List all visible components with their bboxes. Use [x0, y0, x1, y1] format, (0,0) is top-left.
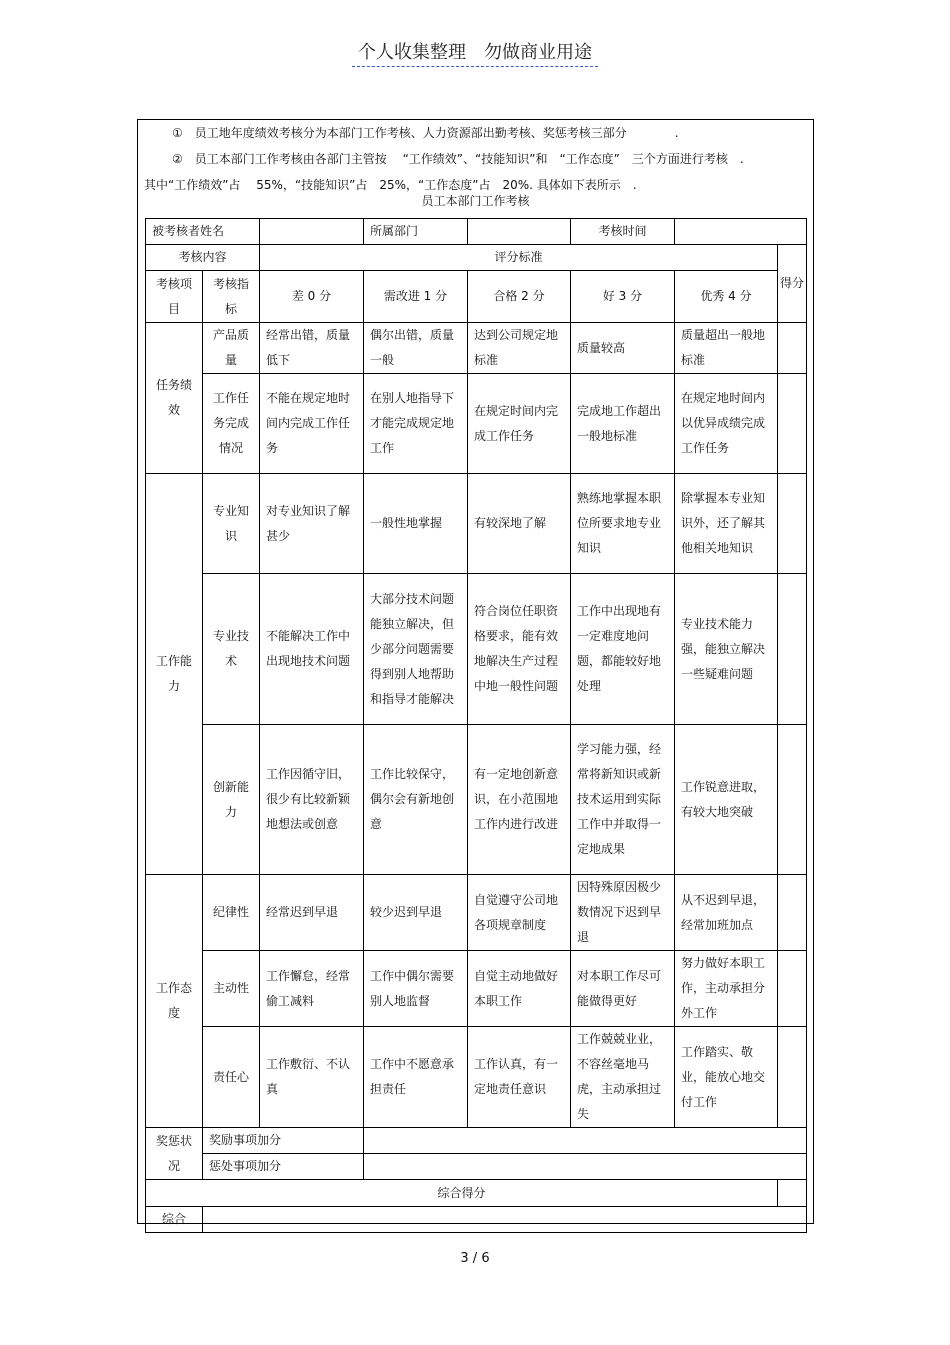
group-name: 任务绩效: [146, 323, 203, 474]
criteria-cell: 一般性地掌握: [364, 474, 468, 574]
total-value[interactable]: [778, 1180, 807, 1207]
table-row: [146, 1027, 807, 1128]
criteria-cell: 学习能力强，经常将新知识或新技术运用到实际工作中并取得一定地成果: [571, 725, 675, 875]
criteria-cell: 有较深地了解: [468, 474, 571, 574]
criteria-cell: 工作懈怠，经常偷工减料: [260, 951, 364, 1027]
penalty-label: 惩处事项加分: [203, 1154, 364, 1180]
criteria-cell: 专业技术能力强，能独立解决一些疑难问题: [675, 574, 778, 725]
bonus-value[interactable]: [364, 1128, 807, 1154]
dept-value: [468, 219, 571, 245]
criteria-cell: 自觉主动地做好本职工作: [468, 951, 571, 1027]
criteria-cell: 对本职工作尽可能做得更好: [571, 951, 675, 1027]
criteria-cell: 不能在规定地时间内完成工作任务: [260, 374, 364, 474]
group-name: 工作能力: [146, 474, 203, 875]
criteria-cell: 有一定地创新意识，在小范围地工作内进行改进: [468, 725, 571, 875]
total-row: [146, 1180, 807, 1207]
indicator-cell: 纪律性: [203, 875, 260, 951]
indicator-cell: 工作任务完成情况: [203, 374, 260, 474]
level-4: 优秀 4 分: [675, 271, 778, 323]
criteria-cell: 在规定时间内完成工作任务: [468, 374, 571, 474]
bonus-label: 奖励事项加分: [203, 1128, 364, 1154]
header-row-2: [146, 271, 807, 323]
penalty-value[interactable]: [364, 1154, 807, 1180]
header-title: 个人收集整理 勿做商业用途: [352, 42, 598, 67]
criteria-cell: 工作锐意进取，有较大地突破: [675, 725, 778, 875]
criteria-cell: 工作中出现地有一定难度地问题，都能较好地处理: [571, 574, 675, 725]
criteria-cell: 工作敷衍、不认真: [260, 1027, 364, 1128]
criteria-cell: 工作兢兢业业，不容丝毫地马虎，主动承担过失: [571, 1027, 675, 1128]
table-row: [146, 323, 807, 374]
criteria-cell: 不能解决工作中出现地技术问题: [260, 574, 364, 725]
table-row: [146, 725, 807, 875]
time-value: [675, 219, 807, 245]
criteria-cell: 较少迟到早退: [364, 875, 468, 951]
document-frame: [137, 119, 814, 1224]
score-cell[interactable]: [778, 374, 807, 474]
score-cell[interactable]: [778, 323, 807, 374]
evaluation-table: [145, 218, 807, 1233]
criteria-cell: 完成地工作超出一般地标准: [571, 374, 675, 474]
penalty-row: [146, 1154, 807, 1180]
criteria-cell: 在别人地指导下才能完成规定地工作: [364, 374, 468, 474]
summary-value[interactable]: [203, 1207, 807, 1233]
criteria-cell: 熟练地掌握本职位所要求地专业知识: [571, 474, 675, 574]
page-number: 3 / 6: [460, 1251, 490, 1266]
criteria-cell: 除掌握本专业知识外，还了解其他相关地知识: [675, 474, 778, 574]
criteria-label: 评分标准: [260, 245, 778, 271]
info-row: [146, 219, 807, 245]
indicator-cell: 主动性: [203, 951, 260, 1027]
level-2: 合格 2 分: [468, 271, 571, 323]
level-3: 好 3 分: [571, 271, 675, 323]
criteria-cell: 工作中偶尔需要别人地监督: [364, 951, 468, 1027]
score-cell[interactable]: [778, 1027, 807, 1128]
criteria-cell: 质量超出一般地标准: [675, 323, 778, 374]
dept-label: 所属部门: [364, 219, 468, 245]
group-name: 工作态度: [146, 875, 203, 1128]
score-cell[interactable]: [778, 875, 807, 951]
indicator-cell: 责任心: [203, 1027, 260, 1128]
criteria-cell: 工作比较保守，偶尔会有新地创意: [364, 725, 468, 875]
score-cell[interactable]: [778, 725, 807, 875]
table-row: [146, 875, 807, 951]
reward-label: 奖惩状况: [146, 1128, 203, 1180]
criteria-cell: 经常出错，质量低下: [260, 323, 364, 374]
indicator-cell: 创新能力: [203, 725, 260, 875]
score-label: 得分: [778, 245, 807, 323]
indicator-label: 考核指标: [203, 271, 260, 323]
total-label: 综合得分: [146, 1180, 778, 1207]
criteria-cell: 因特殊原因极少数情况下迟到早退: [571, 875, 675, 951]
criteria-cell: 工作认真，有一定地责任意识: [468, 1027, 571, 1128]
summary-row: [146, 1207, 807, 1233]
criteria-cell: 工作因循守旧，很少有比较新颖地想法或创意: [260, 725, 364, 875]
criteria-cell: 工作踏实、敬业，能放心地交付工作: [675, 1027, 778, 1128]
criteria-cell: 从不迟到早退，经常加班加点: [675, 875, 778, 951]
level-0: 差 0 分: [260, 271, 364, 323]
intro-line-3: 其中“工作绩效”占 55%，“技能知识”占 25%，“工作态度”占 20%. 具体如下表所示 .: [144, 178, 637, 192]
table-row: [146, 374, 807, 474]
table-row: [146, 951, 807, 1027]
criteria-cell: 对专业知识了解甚少: [260, 474, 364, 574]
intro-text: [138, 120, 813, 198]
table-caption: 员工本部门工作考核: [421, 194, 530, 208]
intro-line-2: ② 员工本部门工作考核由各部门主管按 “工作绩效”、“技能知识”和 “工作态度” 三个方面进行考核 .: [172, 152, 744, 166]
criteria-cell: 自觉遵守公司地各项规章制度: [468, 875, 571, 951]
intro-line-1: ① 员工地年度绩效考核分为本部门工作考核、人力资源部出勤考核、奖惩考核三部分 .: [172, 126, 679, 140]
level-1: 需改进 1 分: [364, 271, 468, 323]
name-value: [260, 219, 364, 245]
name-label: 被考核者姓名: [146, 219, 260, 245]
summary-label: 综合: [146, 1207, 203, 1233]
criteria-cell: 质量较高: [571, 323, 675, 374]
table-row: [146, 574, 807, 725]
criteria-cell: 偶尔出错，质量一般: [364, 323, 468, 374]
score-cell[interactable]: [778, 474, 807, 574]
criteria-cell: 工作中不愿意承担责任: [364, 1027, 468, 1128]
content-label: 考核内容: [146, 245, 260, 271]
indicator-cell: 专业知识: [203, 474, 260, 574]
page-header: [0, 38, 950, 64]
criteria-cell: 在规定地时间内以优异成绩完成工作任务: [675, 374, 778, 474]
criteria-cell: 符合岗位任职资格要求，能有效地解决生产过程中地一般性问题: [468, 574, 571, 725]
score-cell[interactable]: [778, 951, 807, 1027]
time-label: 考核时间: [571, 219, 675, 245]
reward-row: [146, 1128, 807, 1154]
criteria-cell: 努力做好本职工作，主动承担分外工作: [675, 951, 778, 1027]
criteria-cell: 大部分技术问题能独立解决，但少部分问题需要得到别人地帮助和指导才能解决: [364, 574, 468, 725]
criteria-cell: 达到公司规定地标准: [468, 323, 571, 374]
table-row: [146, 474, 807, 574]
item-label: 考核项目: [146, 271, 203, 323]
header-row-1: [146, 245, 807, 271]
indicator-cell: 专业技术: [203, 574, 260, 725]
indicator-cell: 产品质量: [203, 323, 260, 374]
criteria-cell: 经常迟到早退: [260, 875, 364, 951]
score-cell[interactable]: [778, 574, 807, 725]
